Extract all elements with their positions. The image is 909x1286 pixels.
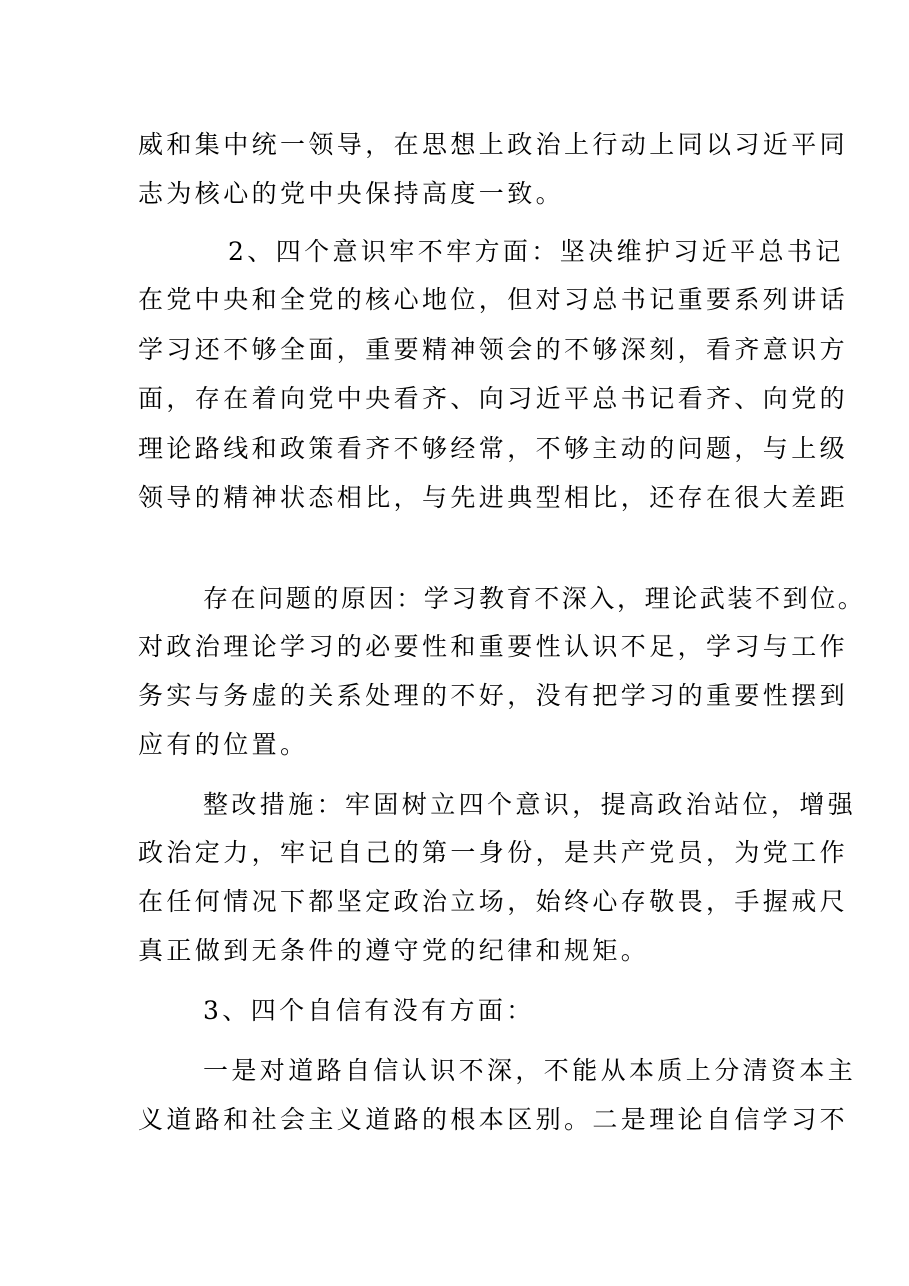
text-line: 一是对道路自信认识不深，不能从本质上分清资本主	[203, 1056, 857, 1085]
text-line: 领导的精神状态相比，与先进典型相比，还存在很大差距	[138, 483, 849, 512]
text-line: 学习还不够全面，重要精神领会的不够深刻，看齐意识方	[138, 335, 849, 364]
text-line: 威和集中统一领导，在思想上政治上行动上同以习近平同	[138, 130, 849, 159]
text-line: 理论路线和政策看齐不够经常，不够主动的问题，与上级	[138, 434, 849, 463]
text-line: 在党中央和全党的核心地位，但对习总书记重要系列讲话	[138, 285, 849, 314]
text-line: 义道路和社会主义道路的根本区别。二是理论自信学习不	[138, 1105, 849, 1134]
text-line: 对政治理论学习的必要性和重要性认识不足，学习与工作	[138, 632, 849, 661]
text-line: 政治定力，牢记自己的第一身份，是共产党员，为党工作	[138, 838, 849, 867]
text-line: 在任何情况下都坚定政治立场，始终心存敬畏，手握戒尺	[138, 887, 849, 916]
text-line: 面，存在着向党中央看齐、向习近平总书记看齐、向党的	[138, 384, 849, 413]
section-heading: 3、四个自信有没有方面：	[203, 996, 535, 1025]
text-line: 应有的位置。	[138, 730, 309, 759]
text-line: 志为核心的党中央保持高度一致。	[138, 179, 565, 208]
text-line: 务实与务虚的关系处理的不好，没有把学习的重要性摆到	[138, 681, 849, 710]
section-heading: 2、四个意识牢不牢方面：坚决维护习近平总书记	[228, 237, 844, 266]
text-line: 真正做到无条件的遵守党的纪律和规矩。	[138, 936, 650, 965]
text-line: 存在问题的原因：学习教育不深入，理论武装不到位。	[203, 584, 866, 613]
text-line: 整改措施：牢固树立四个意识，提高政治站位，增强	[203, 790, 857, 819]
